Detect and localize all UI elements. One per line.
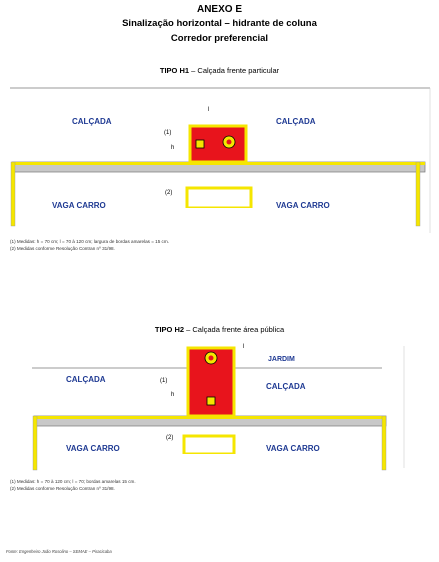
ref-1: (1)	[160, 378, 168, 384]
label-jardim: JARDIM	[268, 356, 295, 363]
yellow-border-right	[382, 416, 386, 470]
diagram2-note-1: (1) Medidas: h = 70 à 120 cm; l = 70; bordas amarelas 15 cm.	[10, 479, 136, 484]
diagram2-notes	[10, 478, 136, 492]
valve-square	[196, 140, 204, 148]
dim-l: l	[243, 344, 245, 350]
page-subtitle: Corredor preferencial	[170, 33, 269, 44]
ref-2: (2)	[165, 190, 173, 196]
label-calcada-left: CALÇADA	[66, 375, 106, 384]
label-calcada-right: CALÇADA	[276, 117, 316, 126]
yellow-border-left	[33, 416, 37, 470]
diagram1-title-type: TIPO H1	[159, 66, 190, 75]
annex-title: ANEXO E	[196, 4, 242, 15]
diagram1-title-desc: – Calçada frente particular	[189, 66, 280, 75]
dim-h: h	[171, 145, 175, 151]
dim-h: h	[171, 392, 175, 398]
yellow-border-left	[11, 162, 15, 226]
ref-2: (2)	[166, 435, 174, 441]
source-note: Fonte: Engenheiro João Rosolino – SEMAE – Piracicaba	[6, 549, 112, 554]
diagram1-note-1: (1) Medidas: h = 70 cm; l = 70 à 120 cm; largura de bordas amarelas = 15 cm.	[10, 239, 169, 244]
parking-marking	[184, 436, 234, 454]
diagram1-notes	[10, 238, 169, 252]
page-title: Sinalização horizontal – hidrante de coluna	[122, 18, 317, 29]
diagram1-drawing	[0, 78, 439, 248]
label-calcada-left: CALÇADA	[72, 117, 112, 126]
diagram2-drawing	[0, 336, 439, 486]
diagram2-title-type: TIPO H2	[154, 325, 185, 334]
diagram2-title-desc: – Calçada frente área pública	[184, 325, 285, 334]
ref-1: (1)	[164, 130, 172, 136]
label-vaga-right: VAGA CARRO	[266, 444, 320, 453]
dim-l: l	[208, 107, 210, 113]
valve-square	[207, 397, 215, 405]
diagram1-title	[0, 66, 439, 75]
yellow-border-right	[416, 162, 420, 226]
diagram2-title	[0, 325, 439, 334]
parking-marking-mask	[182, 454, 238, 458]
diagram1-note-2: (2) Medidas conforme Resolução Contran nº 31/98.	[10, 246, 115, 251]
label-calcada-right: CALÇADA	[266, 382, 306, 391]
label-vaga-right: VAGA CARRO	[276, 201, 330, 210]
label-vaga-left: VAGA CARRO	[66, 444, 120, 453]
parking-marking-mask	[185, 208, 255, 212]
label-vaga-left: VAGA CARRO	[52, 201, 106, 210]
diagram2-note-2: (2) Medidas conforme Resolução Contran nº 31/98.	[10, 486, 115, 491]
parking-marking	[187, 188, 251, 208]
